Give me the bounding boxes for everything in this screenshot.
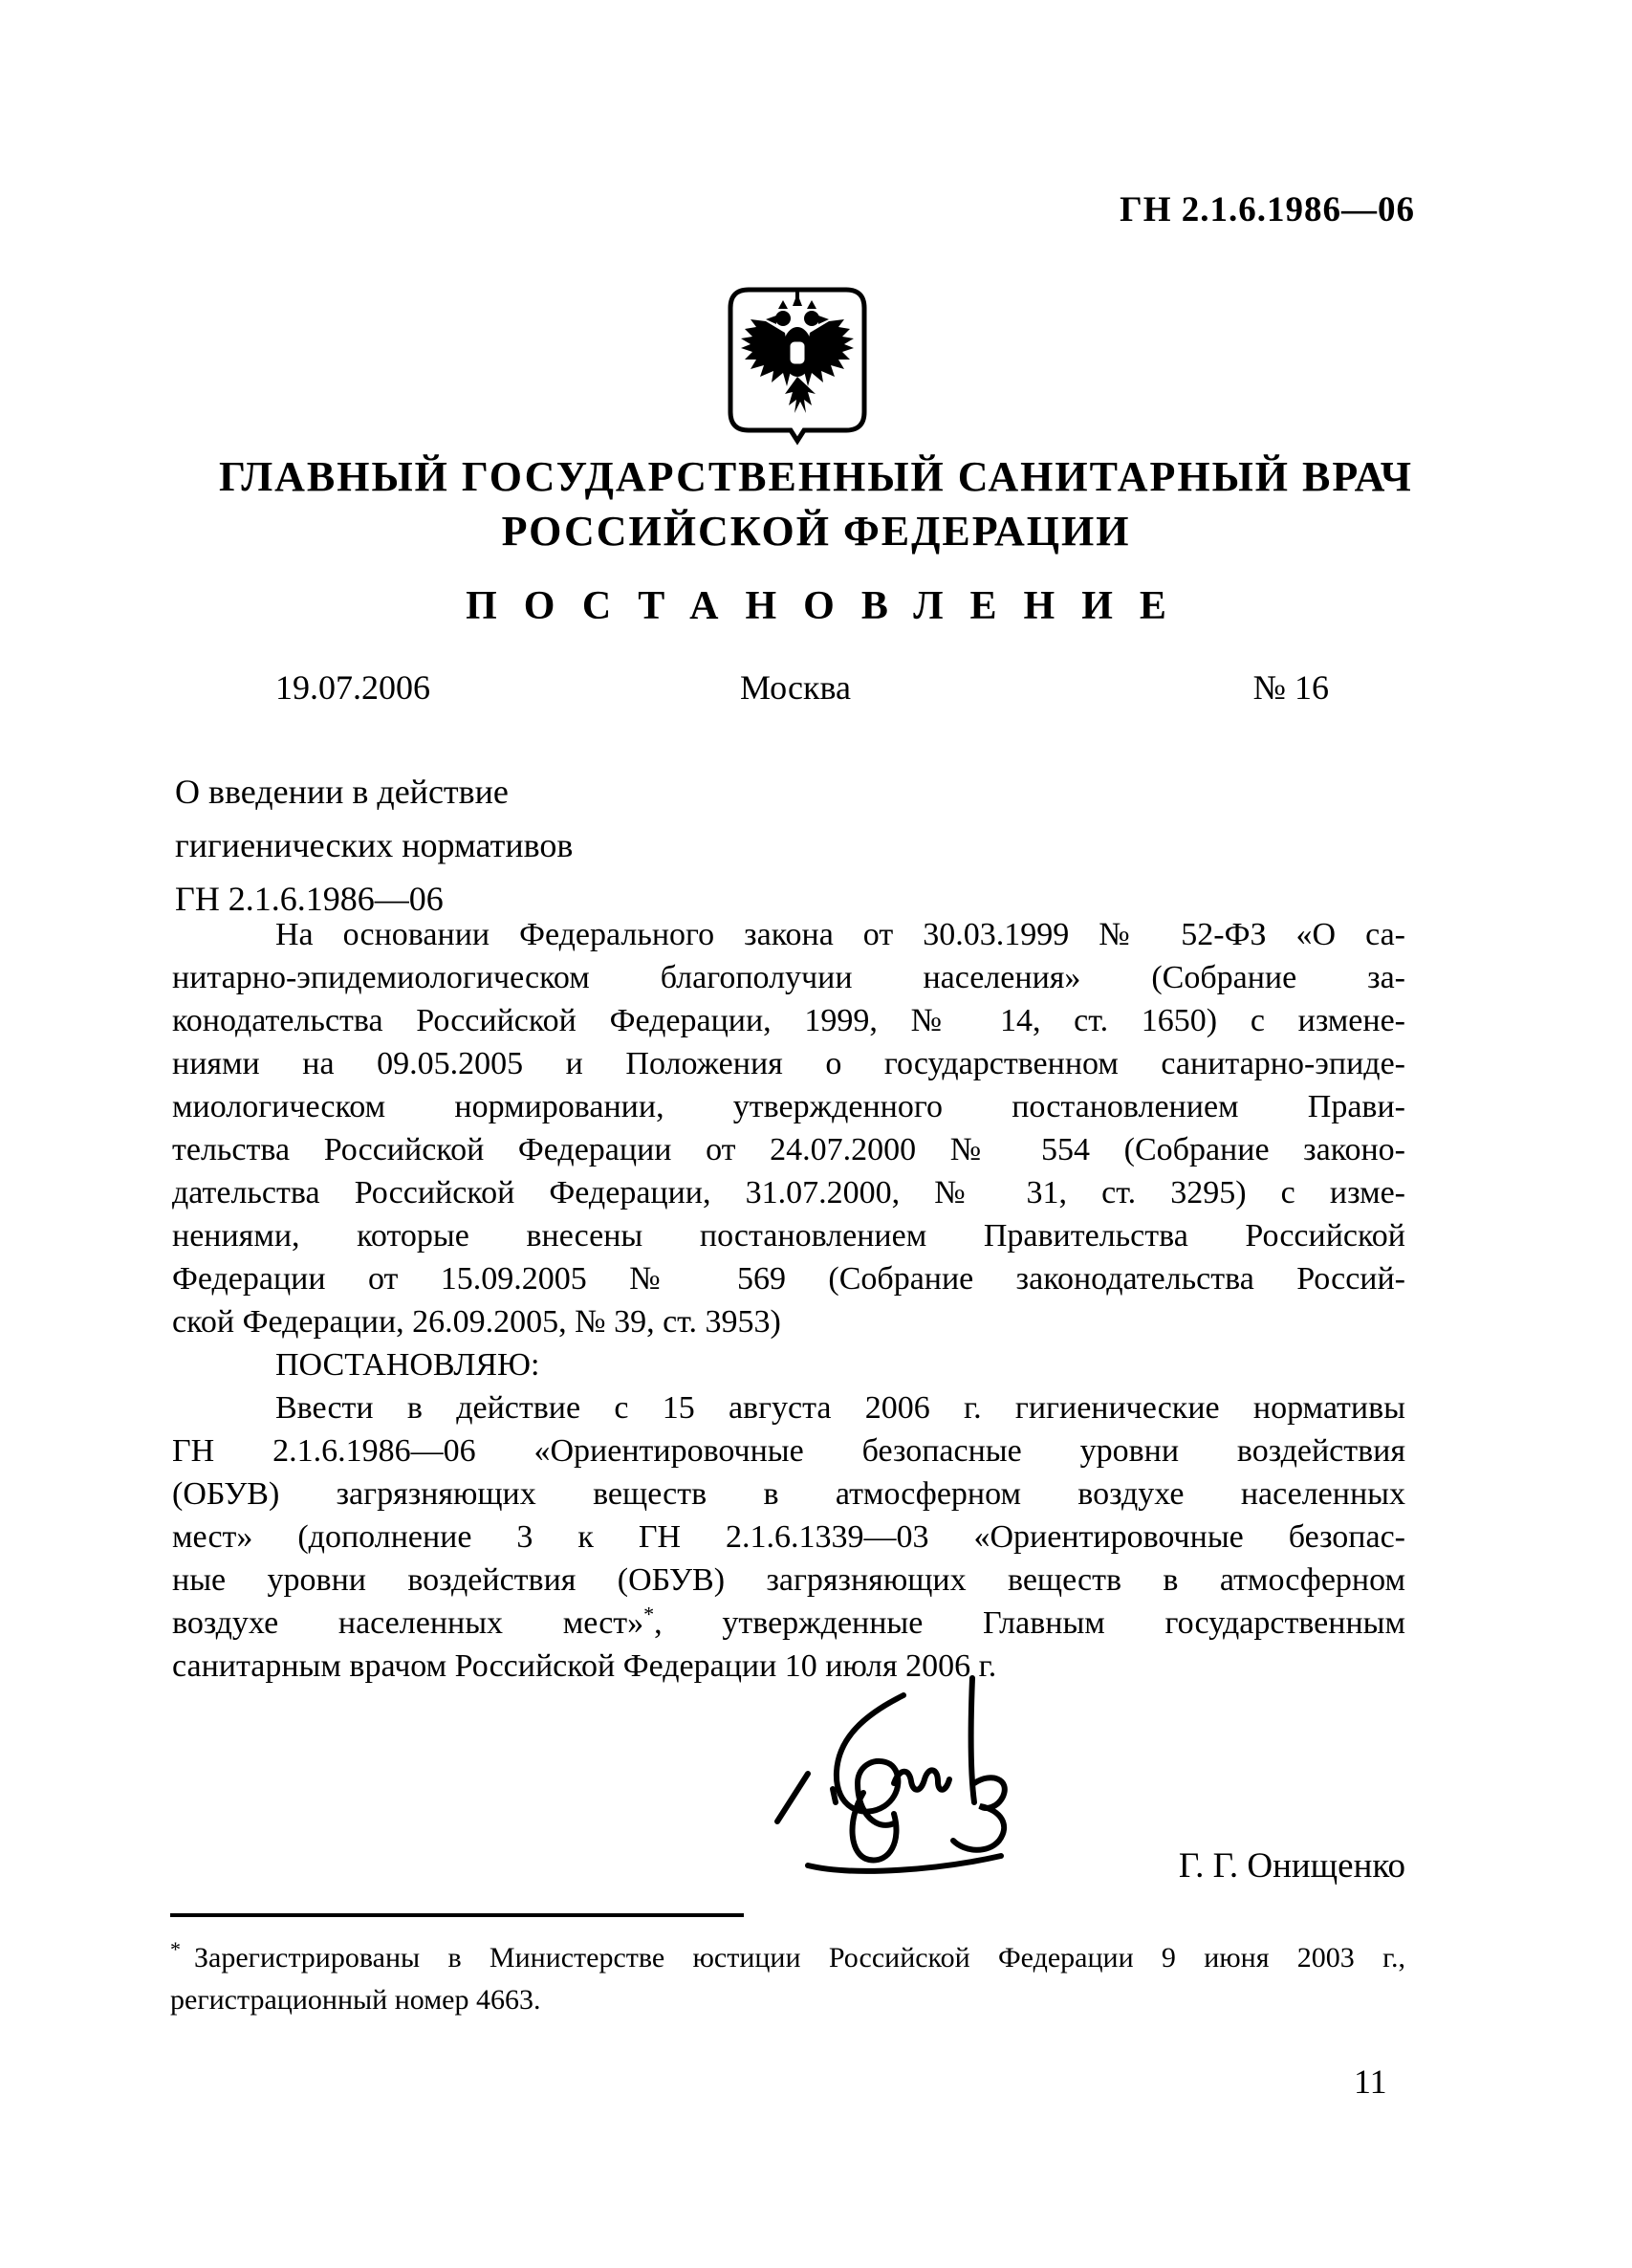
- subject-block: [175, 765, 573, 926]
- body-line: конодательства Российской Федерации, 1999, № 14, ст. 1650) с измене-: [172, 1003, 1405, 1038]
- resolve-heading: ПОСТАНОВЛЯЮ:: [275, 1347, 540, 1383]
- body-line: мест» (дополнение 3 к ГН 2.1.6.1339—03 «Ориентировочные безопас-: [172, 1519, 1405, 1555]
- body-line: нениями, которые внесены постановлением Правительства Российской: [172, 1218, 1405, 1254]
- authority-line-2: РОССИЙСКОЙ ФЕДЕРАЦИИ: [501, 508, 1131, 555]
- footnote-line-2: регистрационный номер 4663.: [170, 1984, 541, 2016]
- russia-coat-of-arms-icon: [728, 287, 867, 446]
- body-line: ные уровни воздействия (ОБУВ) загрязняющих веществ в атмосферном: [172, 1562, 1405, 1598]
- footnote-marker: *: [170, 1937, 181, 1961]
- subject-line-2: гигиенических нормативов: [175, 826, 574, 864]
- issuing-authority-title: [0, 449, 1632, 558]
- body-line: миологическом нормировании, утвержденного постановлением Прави-: [172, 1089, 1405, 1124]
- body-line-pre: воздухе населенных мест»: [172, 1605, 644, 1641]
- body-line: ГН 2.1.6.1986—06 «Ориентировочные безопасные уровни воздействия: [172, 1433, 1405, 1469]
- document-type-heading: ПОСТАНОВЛЕНИЕ: [466, 584, 1193, 628]
- body-line: Ввести в действие с 15 августа 2006 г. гигиенические нормативы: [275, 1390, 1405, 1426]
- body-line: санитарным врачом Российской Федерации 10 июля 2006 г.: [172, 1648, 997, 1684]
- body-line: тельства Российской Федерации от 24.07.2000 № 554 (Собрание законо-: [172, 1132, 1405, 1167]
- subject-line-1: О введении в действие: [175, 773, 509, 811]
- subject-line-3: ГН 2.1.6.1986—06: [175, 880, 444, 918]
- footnote-marker-superscript: *: [643, 1602, 655, 1626]
- body-text: [172, 913, 1405, 1688]
- body-line: нитарно-эпидемиологическом благополучии населения» (Собрание за-: [172, 960, 1405, 995]
- footnote-divider: [170, 1913, 744, 1917]
- document-number: № 16: [1252, 668, 1329, 707]
- signer-name: Г. Г. Онищенко: [1178, 1846, 1405, 1886]
- body-line: дательства Российской Федерации, 31.07.2000, № 31, ст. 3295) с изме-: [172, 1175, 1405, 1210]
- body-line-post: , утвержденные Главным государственным: [654, 1605, 1405, 1641]
- meta-line: [172, 667, 1405, 715]
- authority-line-1: ГЛАВНЫЙ ГОСУДАРСТВЕННЫЙ САНИТАРНЫЙ ВРАЧ: [218, 453, 1414, 500]
- footnote-text: Зарегистрированы в Министерстве юстиции Российской Федерации 9 июня 2003 г.,: [194, 1942, 1405, 1974]
- body-line: На основании Федерального закона от 30.03.1999 № 52-ФЗ «О са-: [275, 917, 1405, 952]
- footnote: [170, 1937, 1405, 2021]
- document-city: Москва: [740, 668, 851, 707]
- body-line: Федерации от 15.09.2005 № 569 (Собрание законодательства Россий-: [172, 1261, 1405, 1297]
- document-code: ГН 2.1.6.1986—06: [1120, 190, 1415, 229]
- document-date: 19.07.2006: [275, 668, 430, 707]
- body-line: (ОБУВ) загрязняющих веществ в атмосферном воздухе населенных: [172, 1476, 1405, 1512]
- body-line: ниями на 09.05.2005 и Положения о государственном санитарно-эпиде-: [172, 1046, 1405, 1081]
- body-line: ской Федерации, 26.09.2005, № 39, ст. 3953): [172, 1304, 781, 1340]
- footnote-line-1: [170, 1937, 1405, 1979]
- body-line-with-footnote-marker: [172, 1602, 1405, 1645]
- page-number: 11: [1354, 2062, 1387, 2101]
